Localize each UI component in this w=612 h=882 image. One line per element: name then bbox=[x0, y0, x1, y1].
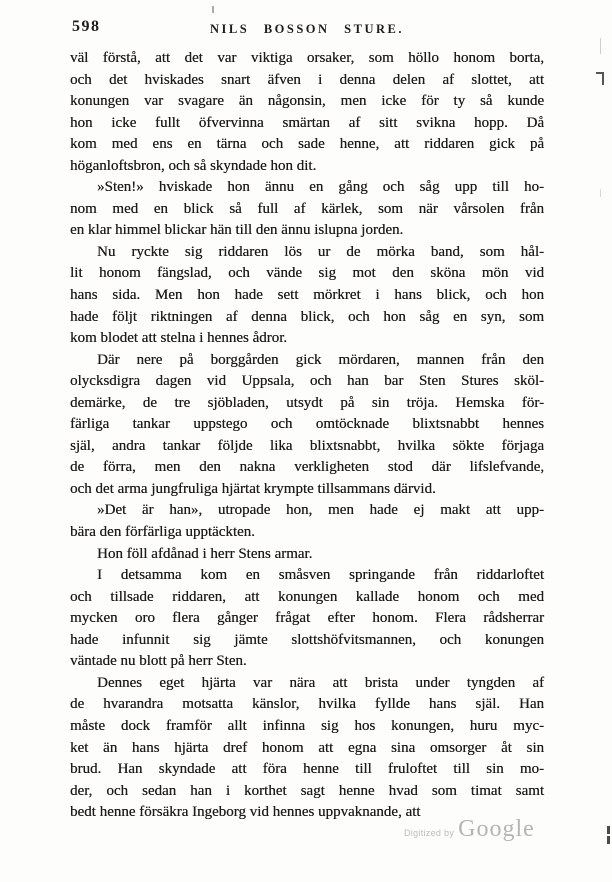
google-logo: Google bbox=[458, 816, 535, 842]
text-line: väntade nu blott på herr Sten. bbox=[70, 653, 247, 670]
text-line: »Det är han», utropade hon, men hade ej makt att upp- bbox=[97, 502, 544, 519]
text-line: I detsamma kom en småsven springande från riddarloftet bbox=[97, 567, 544, 584]
scan-artifact bbox=[607, 826, 610, 834]
text-line: höganloftsbron, och så skyndade hon dit. bbox=[70, 157, 317, 174]
text-line: Hon föll afdånad i herr Stens armar. bbox=[97, 545, 313, 562]
scan-artifact bbox=[607, 836, 610, 844]
text-line: ket än hans hjärta dref honom att egna sina omsorger åt sin bbox=[70, 739, 544, 756]
scan-artifact bbox=[600, 189, 601, 197]
page-text bbox=[70, 48, 544, 824]
text-line: och tillsade riddaren, att konungen kallade honom och med bbox=[70, 588, 544, 605]
text-line: »Sten!» hviskade hon ännu en gång och såg upp till ho- bbox=[97, 179, 544, 196]
text-line: de förra, men den nakna verkligheten stod där lifslefvande, bbox=[70, 459, 544, 476]
page-number: 598 bbox=[72, 18, 101, 35]
text-line: en klar himmel blickar hän till den ännu islupna jorden. bbox=[70, 222, 404, 239]
text-line: själ, andra tankar följde lika blixtsnabbt, hvilka sökte förjaga bbox=[70, 437, 544, 454]
text-line: och det hviskades snart äfven i denna delen af slottet, att bbox=[70, 71, 544, 88]
text-line: Där nere på borggården gick mördaren, mannen från den bbox=[97, 351, 544, 368]
text-line: hade infunnit sig jämte slottshöfvitsmannen, och konungen bbox=[70, 631, 544, 648]
text-line: der, och sedan han i korthet sagt henne hvad som timat samt bbox=[70, 782, 544, 799]
text-line: nom med en blick så full af kärlek, som när vårsolen från bbox=[70, 200, 544, 217]
watermark-prefix: Digitized by bbox=[404, 828, 455, 838]
text-line: olycksdigra dagen vid Uppsala, och han bar Sten Stures sköl- bbox=[70, 373, 544, 390]
text-line: lit honom fängslad, och vände sig mot den sköna mön vid bbox=[70, 265, 544, 282]
text-line: de hvarandra motsatta känslor, hvilka fyllde hans själ. Han bbox=[70, 696, 544, 713]
text-line: Nu ryckte sig riddaren lös ur de mörka band, som hål- bbox=[97, 243, 544, 260]
text-line: hade följt riktningen af denna blick, och hon såg en syn, som bbox=[70, 308, 544, 325]
text-line: Dennes eget hjärta var nära att brista under tyngden af bbox=[97, 674, 544, 691]
text-line: brud. Han skyndade att föra henne till fruloftet till sin mo- bbox=[70, 761, 544, 778]
text-line: färliga tankar uppstego och omtöcknade blixtsnabbt hennes bbox=[70, 416, 544, 433]
text-line: hans sida. Men hon hade sett mörkret i hans blick, och hon bbox=[70, 287, 544, 304]
text-line: måste dock framför allt infinna sig hos konungen, huru myc- bbox=[70, 717, 544, 734]
text-line: mycken oro flera gånger frågat efter honom. Flera rådsherrar bbox=[70, 610, 544, 627]
scan-artifact bbox=[212, 6, 214, 13]
text-line: hon icke fullt öfvervinna smärtan af sitt svikna hopp. Då bbox=[70, 114, 544, 131]
text-line: kom blodet att stelna i hennes ådror. bbox=[70, 330, 288, 347]
text-line: väl förstå, att det var viktiga orsaker, som höllo honom borta, bbox=[70, 50, 544, 66]
scan-artifact bbox=[600, 38, 601, 54]
text-line: bedt henne försäkra Ingeborg vid hennes uppvaknande, att bbox=[70, 804, 421, 821]
text-line: bära den förfärliga upptäckten. bbox=[70, 524, 255, 541]
text-line: kom med ens en tärna och sade henne, att riddaren gick på bbox=[70, 136, 544, 153]
text-line: demärke, de tre sjöbladen, utsydt på sin tröja. Hemska för- bbox=[70, 394, 544, 411]
watermark bbox=[404, 816, 535, 843]
text-line: konungen var svagare än någonsin, men icke för ty så kunde bbox=[70, 93, 544, 110]
text-line: och det arma jungfruliga hjärtat krympte tillsammans därvid. bbox=[70, 480, 436, 497]
scan-artifact bbox=[596, 72, 604, 85]
running-title: NILS BOSSON STURE. bbox=[210, 22, 404, 36]
